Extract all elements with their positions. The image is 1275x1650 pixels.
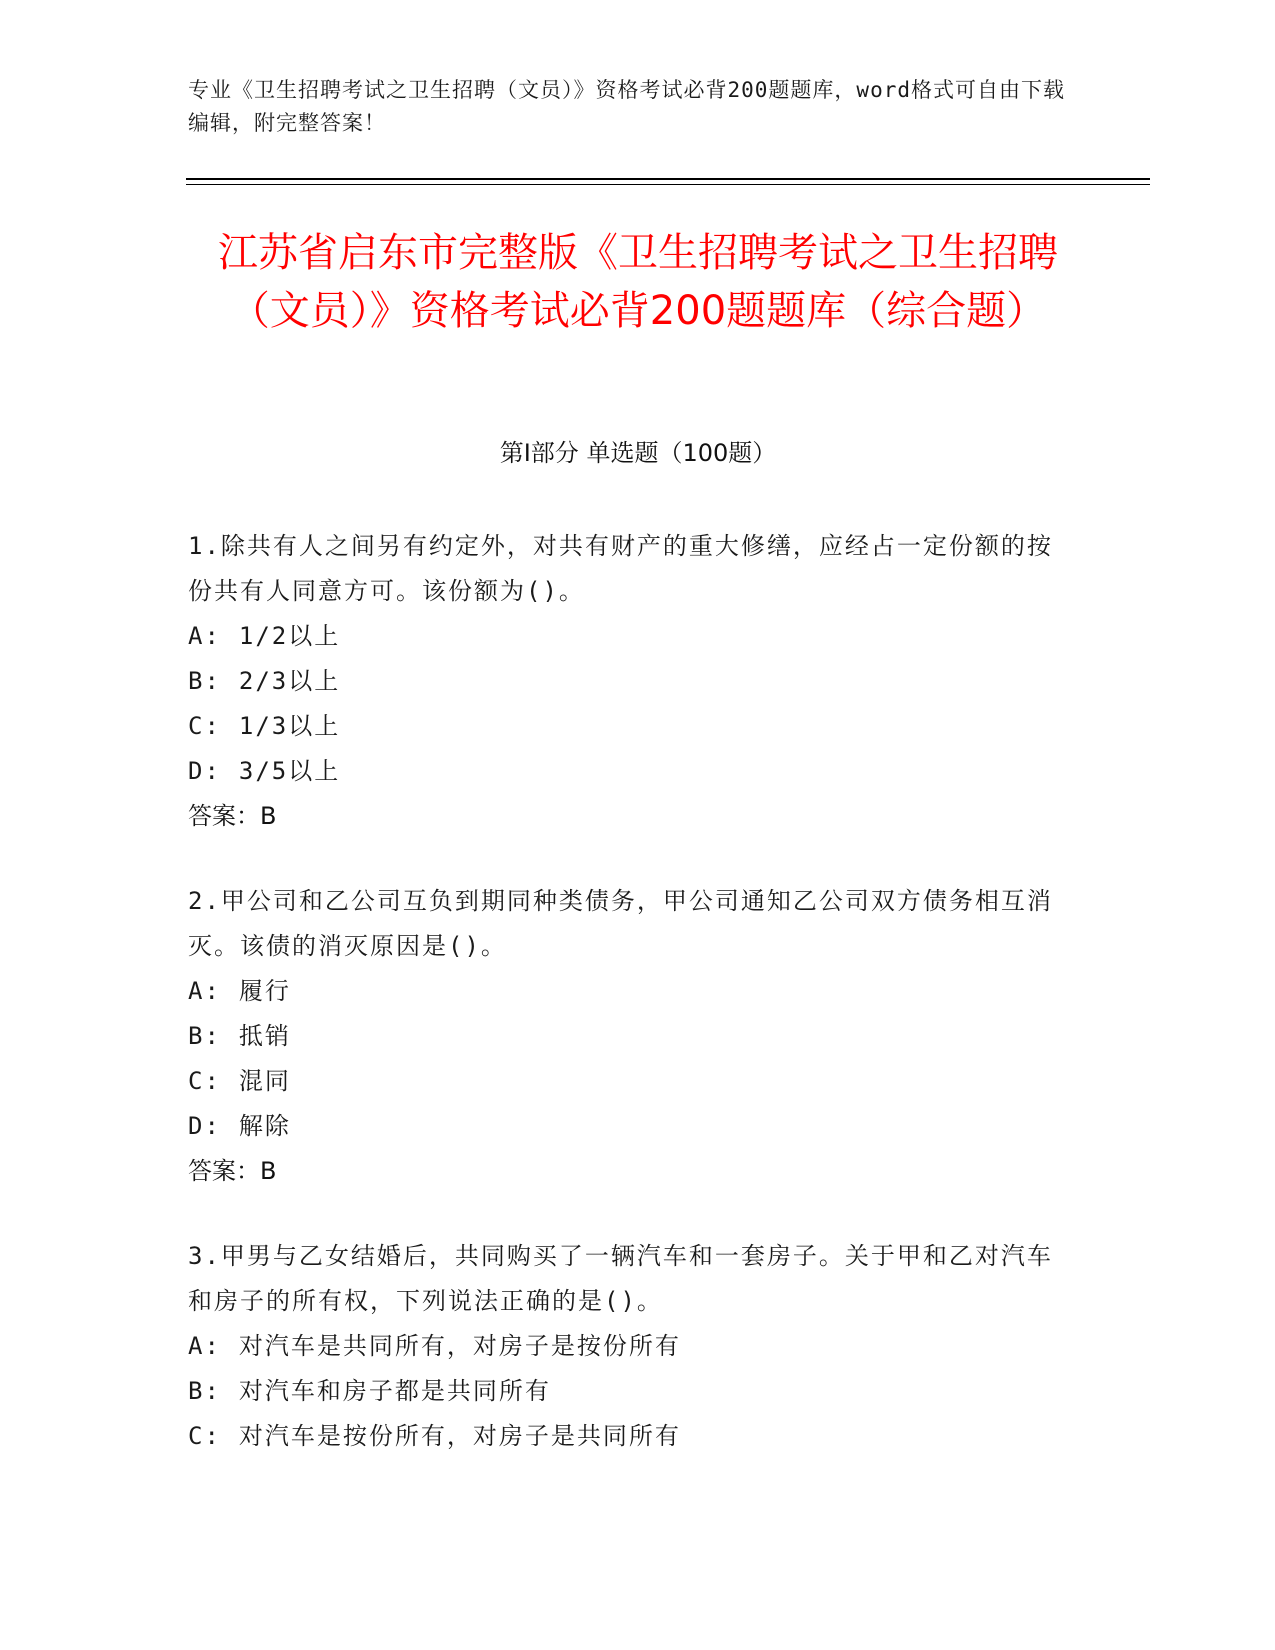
option-a [188,614,1068,659]
option-letter: C: [188,1422,221,1450]
option-letter: A: [188,977,221,1005]
option-letter: B: [188,667,221,695]
option-c [188,704,1068,749]
option-letter: A: [188,622,221,650]
option-letter: C: [188,712,221,740]
option-letter: D: [188,757,221,785]
question-text: 2.甲公司和乙公司互负到期同种类债务，甲公司通知乙公司双方债务相互消灭。该债的消灭原因是()。 [188,887,1053,960]
option-text: 混同 [238,1067,291,1095]
option-letter: A: [188,1332,221,1360]
option-a [188,1324,1068,1369]
option-d [188,749,1068,794]
answer-line: 答案：B [188,802,277,830]
option-text: 3/5以上 [238,757,341,785]
header-note: 专业《卫生招聘考试之卫生招聘（文员）》资格考试必背200题题库，word格式可自由下载编辑，附完整答案！ [188,78,1065,135]
option-letter: C: [188,1067,221,1095]
option-text: 履行 [238,977,291,1005]
option-a [188,969,1068,1014]
option-c [188,1414,1068,1459]
question-2 [188,879,1068,1194]
option-b [188,1014,1068,1059]
option-text: 1/3以上 [238,712,341,740]
question-1 [188,524,1068,839]
question-3 [188,1234,1068,1459]
option-text: 2/3以上 [238,667,341,695]
option-b [188,1369,1068,1414]
option-letter: D: [188,1112,221,1140]
question-text: 1.除共有人之间另有约定外，对共有财产的重大修缮，应经占一定份额的按份共有人同意方可。该份额为()。 [188,532,1053,605]
section-title: 第I部分 单选题（100题） [499,439,777,467]
option-d [188,1104,1068,1149]
option-text: 对汽车是共同所有，对房子是按份所有 [238,1332,681,1360]
question-text: 3.甲男与乙女结婚后，共同购买了一辆汽车和一套房子。关于甲和乙对汽车和房子的所有权，下列说法正确的是()。 [188,1242,1053,1315]
option-text: 对汽车是按份所有，对房子是共同所有 [238,1422,681,1450]
question-list [188,524,1068,1499]
option-letter: B: [188,1022,221,1050]
option-c [188,1059,1068,1104]
header-rule-thin [186,184,1150,185]
option-text: 对汽车和房子都是共同所有 [238,1377,551,1405]
option-text: 1/2以上 [238,622,341,650]
option-text: 抵销 [238,1022,291,1050]
option-text: 解除 [238,1112,291,1140]
header-rule-thick [186,178,1150,180]
document-title: 江苏省启东市完整版《卫生招聘考试之卫生招聘（文员）》资格考试必背200题题库（综合题） [218,230,1058,334]
option-letter: B: [188,1377,221,1405]
option-b [188,659,1068,704]
answer-line: 答案：B [188,1157,277,1185]
